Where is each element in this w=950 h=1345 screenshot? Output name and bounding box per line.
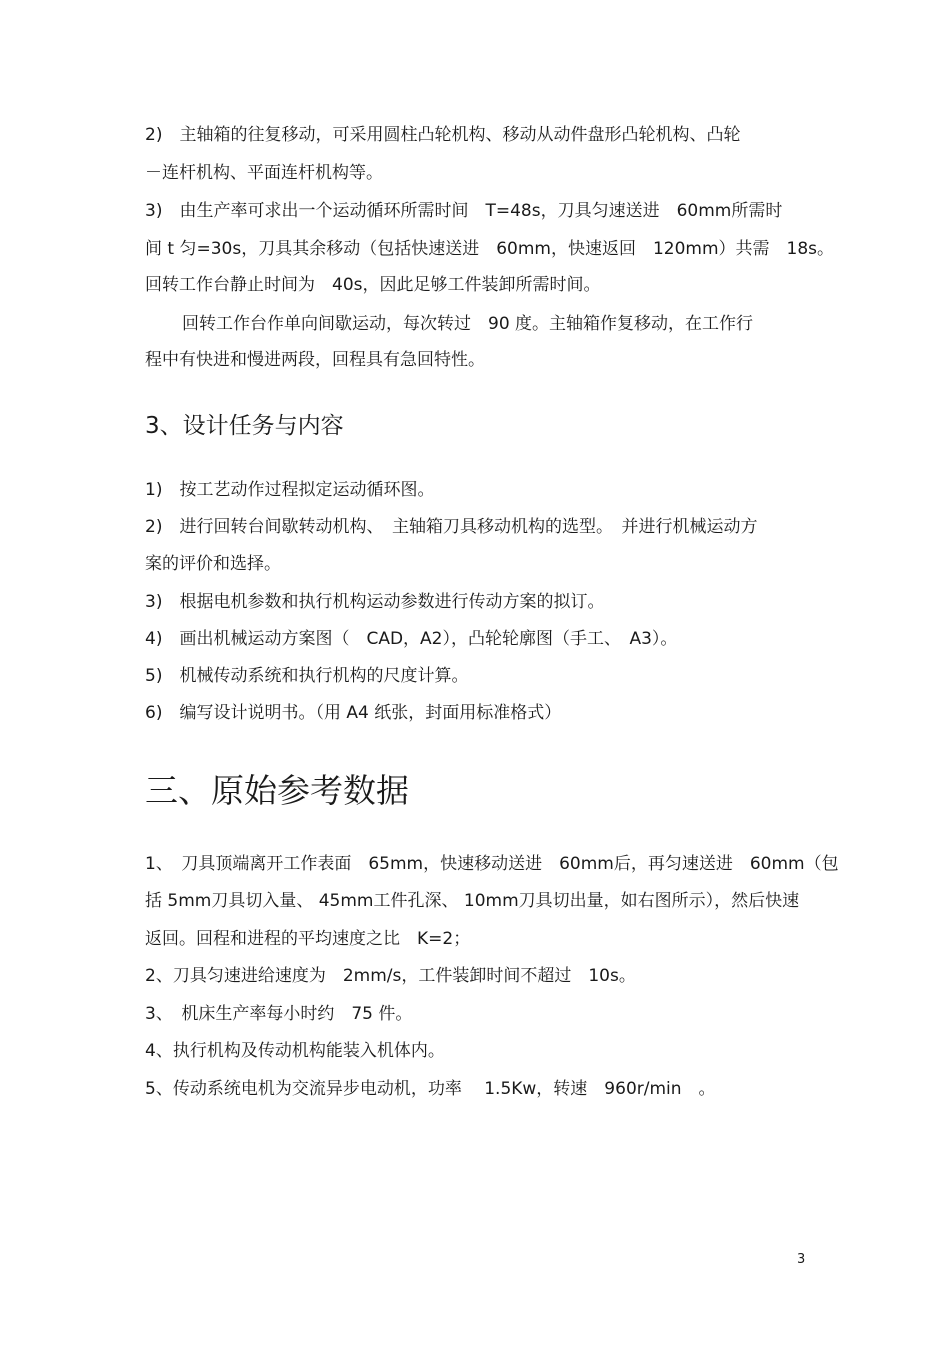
list-item: 1、 刀具顶端离开工作表面 65mm，快速移动送进 60mm后，再匀速送进 60mm（包 [145,854,839,874]
list-item: 1) 按工艺动作过程拟定运动循环图。 [145,480,435,500]
list-item: 5、传动系统电机为交流异步电动机，功率 1.5Kw，转速 960r/min 。 [145,1079,716,1099]
text-line: 间 t 匀=30s，刀具其余移动（包括快速送进 60mm，快速返回 120mm）共需 18s。 [145,239,835,259]
text-line: 括 5mm刀具切入量、 45mm工件孔深、 10mm刀具切出量，如右图所示），然后快速 [145,891,800,911]
section-heading: 3、设计任务与内容 [145,413,344,439]
list-item: 2、刀具匀速进给速度为 2mm/s，工件装卸时间不超过 10s。 [145,966,636,986]
text-line: 回转工作台作单向间歇运动，每次转过 90 度。主轴箱作复移动，在工作行 [182,314,754,334]
page-number: 3 [797,1252,806,1267]
list-item: 6) 编写设计说明书。（用 A4 纸张，封面用标准格式） [145,703,562,723]
list-item: 3、 机床生产率每小时约 75 件。 [145,1004,413,1024]
text-line: 2) 主轴箱的往复移动，可采用圆柱凸轮机构、移动从动件盘形凸轮机构、凸轮 [145,125,741,145]
text-line: －连杆机构、平面连杆机构等。 [145,163,383,183]
list-item: 案的评价和选择。 [145,554,281,574]
text-line: 程中有快进和慢进两段，回程具有急回特性。 [145,350,485,370]
list-item: 4、执行机构及传动机构能装入机体内。 [145,1041,445,1061]
list-item: 5) 机械传动系统和执行机构的尺度计算。 [145,666,469,686]
list-item: 2) 进行回转台间歇转动机构、 主轴箱刀具移动机构的选型。 并进行机械运动方 [145,517,758,537]
text-line: 3) 由生产率可求出一个运动循环所需时间 T=48s，刀具匀速送进 60mm所需时 [145,201,783,221]
list-item: 4) 画出机械运动方案图（ CAD，A2），凸轮轮廓图（手工、 A3）。 [145,629,678,649]
text-line: 回转工作台静止时间为 40s，因此足够工件装卸所需时间。 [145,275,601,295]
chapter-heading: 三、原始参考数据 [145,771,409,810]
list-item: 3) 根据电机参数和执行机构运动参数进行传动方案的拟订。 [145,592,605,612]
text-line: 返回。回程和进程的平均速度之比 K=2； [145,929,471,949]
